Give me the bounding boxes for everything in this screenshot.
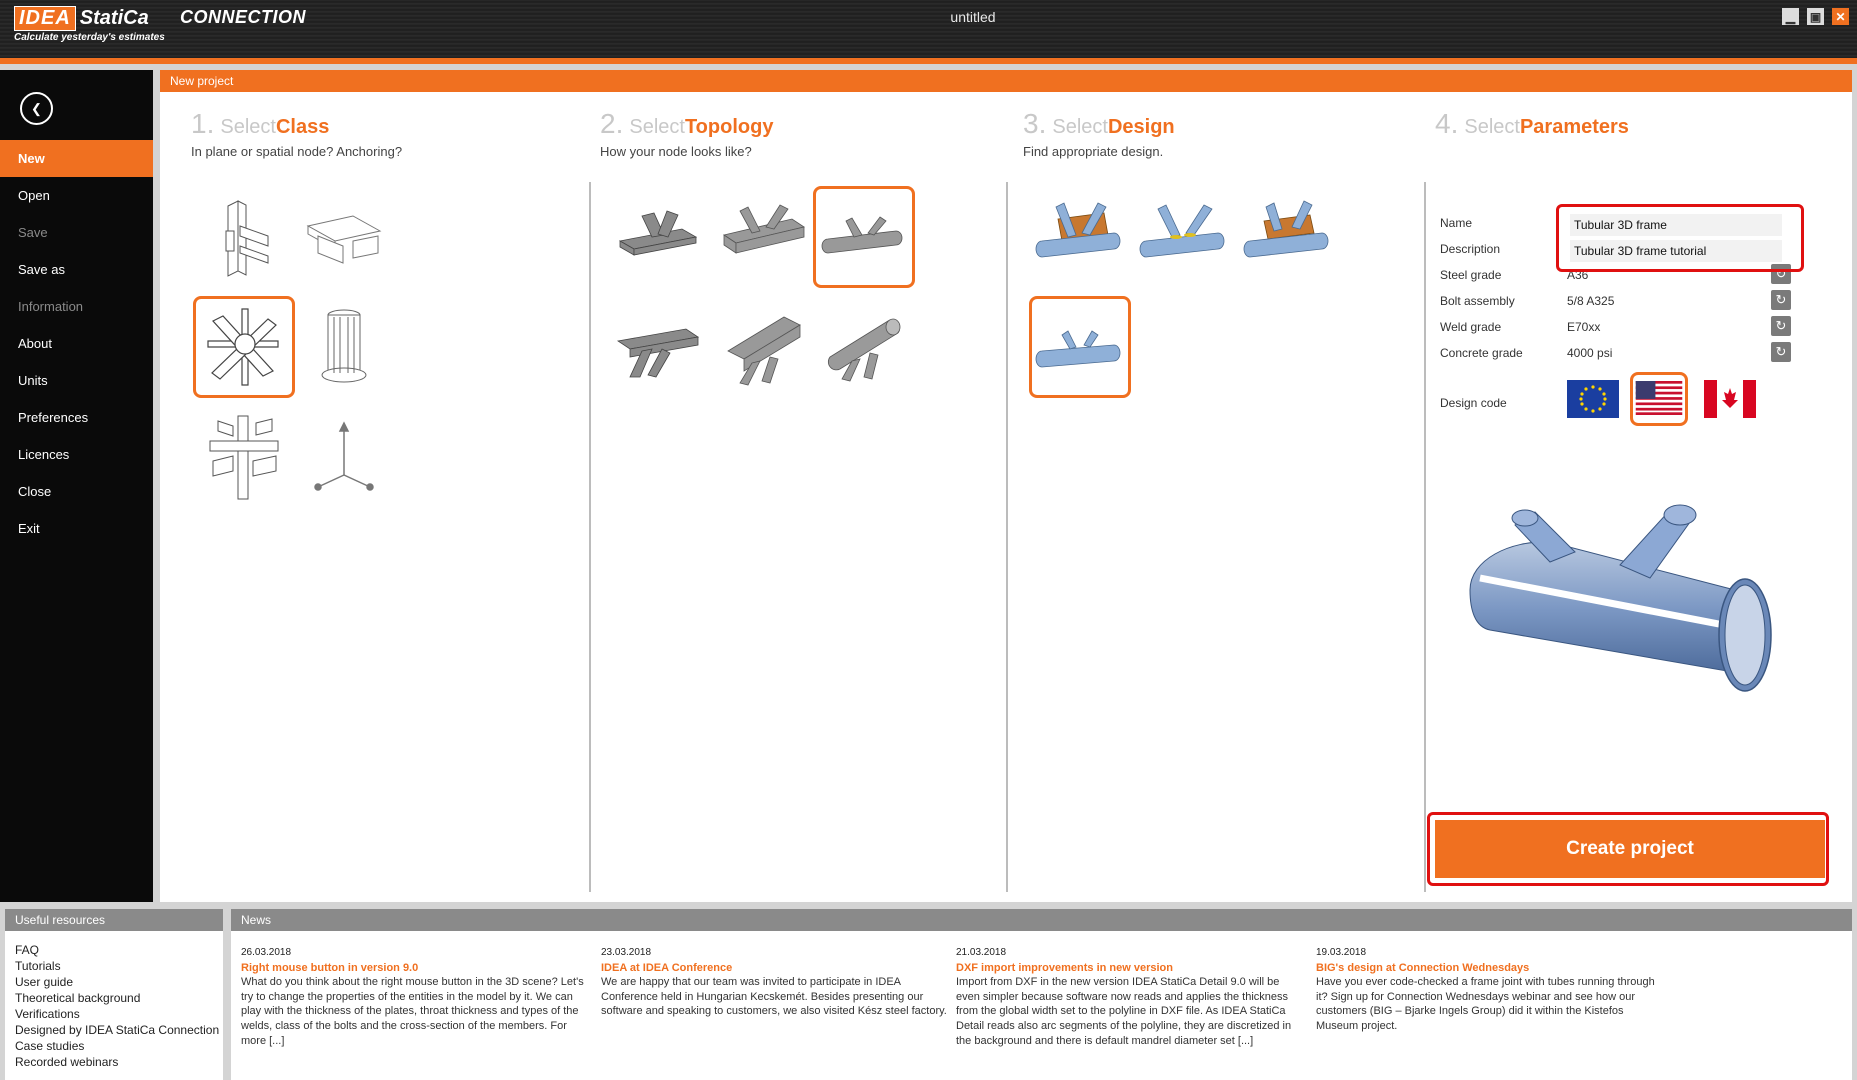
sidebar-item-open[interactable]: Open	[18, 188, 50, 203]
news-body: We are happy that our team was invited to participate in IDEA Conference held in Hungarian Kecskemét. Besides presenting our software and speaking to customers, we also visited Kész steel factory.	[601, 976, 947, 1018]
canada-flag-icon[interactable]	[1704, 380, 1756, 418]
sidebar-item-exit[interactable]: Exit	[18, 521, 40, 536]
topology-tube-braces[interactable]	[813, 186, 915, 288]
complex-node-icon	[198, 411, 290, 503]
news-date: 19.03.2018	[1316, 947, 1367, 958]
logo-statica-text: StatiCa	[79, 7, 149, 29]
sidebar-item-information[interactable]: Information	[18, 299, 84, 314]
step-select-parameters	[1435, 108, 1629, 140]
sidebar-item-save-as[interactable]: Save as	[18, 262, 65, 277]
minimize-icon[interactable]: ▁	[1782, 8, 1799, 25]
step-select-word: Select	[629, 116, 685, 138]
connection-preview-image	[1450, 470, 1790, 790]
news-date: 26.03.2018	[241, 947, 292, 958]
spatial-node-icon	[198, 301, 290, 393]
design-direct-weld[interactable]	[1133, 186, 1235, 288]
sidebar-menu	[0, 140, 153, 547]
window-title: untitled	[950, 9, 996, 25]
news-title-link[interactable]: IDEA at IDEA Conference	[601, 961, 733, 974]
spatial-beam-icon	[298, 191, 390, 283]
weld-grade-label: Weld grade	[1440, 320, 1502, 334]
sidebar	[0, 70, 153, 902]
sidebar-item-new[interactable]: New	[0, 140, 153, 177]
step-number: 1.	[191, 108, 215, 139]
step-highlight: Class	[275, 116, 330, 138]
topology-box-braces[interactable]	[713, 186, 815, 288]
ibeam-x-braces-icon	[612, 301, 704, 393]
step-subtitle: In plane or spatial node? Anchoring?	[191, 144, 403, 159]
logo-tagline: Calculate yesterday's estimates	[14, 32, 165, 43]
plane-node-icon	[198, 191, 290, 283]
create-project-button[interactable]: Create project	[1435, 820, 1825, 878]
tube-plate-design-icon	[1242, 191, 1334, 283]
resources-list	[5, 931, 223, 1070]
reset-icon[interactable]: ↻	[1771, 342, 1791, 362]
design-plate-weld[interactable]	[1237, 186, 1339, 288]
step-subtitle: Find appropriate design.	[1023, 144, 1164, 159]
design-tube-simple[interactable]	[1029, 296, 1131, 398]
news-body: Have you ever code-checked a frame joint with tubes running through it? Sign up for Connection Wednesdays webinar and see how our customers (BIG – Bjarke Ingels Group) did it within the Kistefos Museum project.	[1316, 976, 1655, 1032]
title-bar	[0, 0, 1857, 58]
step-highlight: Topology	[684, 116, 774, 138]
class-complex-node[interactable]	[193, 406, 295, 508]
step-number: 4.	[1435, 108, 1459, 139]
logo-idea-text: IDEA	[14, 6, 76, 31]
param-bolt-assembly	[1425, 290, 1820, 312]
param-design-code	[1425, 392, 1820, 414]
param-concrete-grade	[1425, 342, 1820, 364]
resource-link-case-studies[interactable]: Case studies	[15, 1039, 85, 1053]
title-accent-line	[0, 58, 1857, 64]
eu-flag-icon[interactable]	[1567, 380, 1619, 418]
axes-icon	[298, 411, 390, 503]
description-label: Description	[1440, 242, 1501, 256]
news-body: What do you think about the right mouse button in the 3D scene? Let's try to change the properties of the entities in the model by it. We can play with the thickness of the plates, throat thickness and types of the welds, class of the bolts and the cross-section of the members. For more [...]	[241, 976, 584, 1047]
class-general[interactable]	[293, 406, 395, 508]
news-body: Import from DXF in the new version IDEA StatiCa Detail 9.0 will be even simpler because software now reads and applies the thickness from the global width set to the polyline in DXF file. As IDEA StatiCa Detail reads also arc segments of the polyline, they are discretized in the background and there is default mandrel diameter set [...]	[956, 976, 1292, 1047]
anchoring-column-icon	[298, 301, 390, 393]
step-highlight: Parameters	[1519, 116, 1629, 138]
step-number: 2.	[600, 108, 624, 139]
column-divider	[589, 182, 591, 892]
topology-box-x[interactable]	[713, 296, 815, 398]
sidebar-item-about[interactable]: About	[18, 336, 52, 351]
steel-grade-label: Steel grade	[1440, 268, 1502, 282]
concrete-grade-label: Concrete grade	[1440, 346, 1523, 360]
box-braces-icon	[718, 191, 810, 283]
resource-link-webinars[interactable]: Recorded webinars	[15, 1055, 119, 1069]
weld-grade-value[interactable]: E70xx	[1567, 320, 1601, 334]
us-flag-icon[interactable]	[1635, 381, 1683, 415]
tube-simple-design-icon	[1034, 301, 1126, 393]
class-spatial-beam[interactable]	[293, 186, 395, 288]
box-x-braces-icon	[718, 301, 810, 393]
news-header: News	[231, 909, 1852, 931]
resource-link-faq[interactable]: FAQ	[15, 943, 40, 957]
sidebar-item-licences[interactable]: Licences	[18, 447, 70, 462]
name-label: Name	[1440, 216, 1473, 230]
news-date: 23.03.2018	[601, 947, 652, 958]
news-panel	[231, 909, 1852, 1080]
resource-link-theoretical-background[interactable]: Theoretical background	[15, 991, 141, 1005]
news-item	[241, 946, 591, 1048]
topology-ibeam-x[interactable]	[607, 296, 709, 398]
resource-link-designed-by[interactable]: Designed by IDEA StatiCa Connection	[15, 1023, 220, 1037]
reset-icon[interactable]: ↻	[1771, 290, 1791, 310]
tube-x-braces-icon	[818, 301, 910, 393]
resource-link-tutorials[interactable]: Tutorials	[15, 959, 61, 973]
sidebar-item-save[interactable]: Save	[18, 225, 48, 240]
class-spatial-node[interactable]	[193, 296, 295, 398]
resource-link-user-guide[interactable]: User guide	[15, 975, 74, 989]
step-number: 3.	[1023, 108, 1047, 139]
news-title-link[interactable]: DXF import improvements in new version	[956, 961, 1173, 974]
panel-header: New project	[160, 70, 1852, 92]
tube-braces-icon	[818, 191, 910, 283]
design-gusset-plate[interactable]	[1029, 186, 1131, 288]
close-icon[interactable]: ✕	[1832, 8, 1849, 25]
news-item	[956, 946, 1306, 1048]
back-arrow-icon[interactable]: ❮	[20, 92, 53, 125]
bolt-assembly-value[interactable]: 5/8 A325	[1567, 294, 1615, 308]
ibeam-braces-icon	[612, 191, 704, 283]
column-divider	[1006, 182, 1008, 892]
step-highlight: Design	[1107, 116, 1175, 138]
step-select-word: Select	[220, 116, 276, 138]
useful-resources-panel	[5, 909, 223, 1080]
step-select-design	[1023, 108, 1175, 159]
news-item	[601, 946, 951, 1019]
design-code-label: Design code	[1440, 396, 1507, 410]
bolt-assembly-label: Bolt assembly	[1440, 294, 1515, 308]
topology-ibeam-braces[interactable]	[607, 186, 709, 288]
name-description-highlight	[1556, 204, 1804, 272]
new-project-panel	[160, 70, 1852, 902]
step-subtitle: How your node looks like?	[600, 144, 752, 159]
reset-icon[interactable]: ↻	[1771, 264, 1791, 284]
news-title-link[interactable]: Right mouse button in version 9.0	[241, 961, 419, 974]
sidebar-item-preferences[interactable]: Preferences	[18, 410, 89, 425]
window-controls	[1782, 8, 1849, 25]
news-date: 21.03.2018	[956, 947, 1007, 958]
class-anchoring[interactable]	[293, 296, 395, 398]
tube-direct-weld-icon	[1138, 191, 1230, 283]
resource-link-verifications[interactable]: Verifications	[15, 1007, 80, 1021]
step-select-topology	[600, 108, 773, 159]
reset-icon[interactable]: ↻	[1771, 316, 1791, 336]
concrete-grade-value[interactable]: 4000 psi	[1567, 346, 1613, 360]
column-divider	[1424, 182, 1426, 892]
news-item	[1316, 946, 1666, 1034]
tube-gusset-design-icon	[1034, 191, 1126, 283]
product-name: CONNECTION	[180, 7, 306, 27]
topology-tube-x[interactable]	[813, 296, 915, 398]
step-select-class	[191, 108, 402, 159]
step-select-word: Select	[1464, 116, 1520, 138]
step-select-word: Select	[1052, 116, 1108, 138]
maximize-icon[interactable]: ▣	[1807, 8, 1824, 25]
class-plane-node[interactable]	[193, 186, 295, 288]
news-title-link[interactable]: BIG's design at Connection Wednesdays	[1316, 961, 1530, 974]
sidebar-item-units[interactable]: Units	[18, 373, 48, 388]
sidebar-item-close[interactable]: Close	[18, 484, 52, 499]
steel-grade-value[interactable]: A36	[1567, 268, 1589, 282]
param-weld-grade	[1425, 316, 1820, 338]
useful-resources-header: Useful resources	[5, 909, 223, 931]
